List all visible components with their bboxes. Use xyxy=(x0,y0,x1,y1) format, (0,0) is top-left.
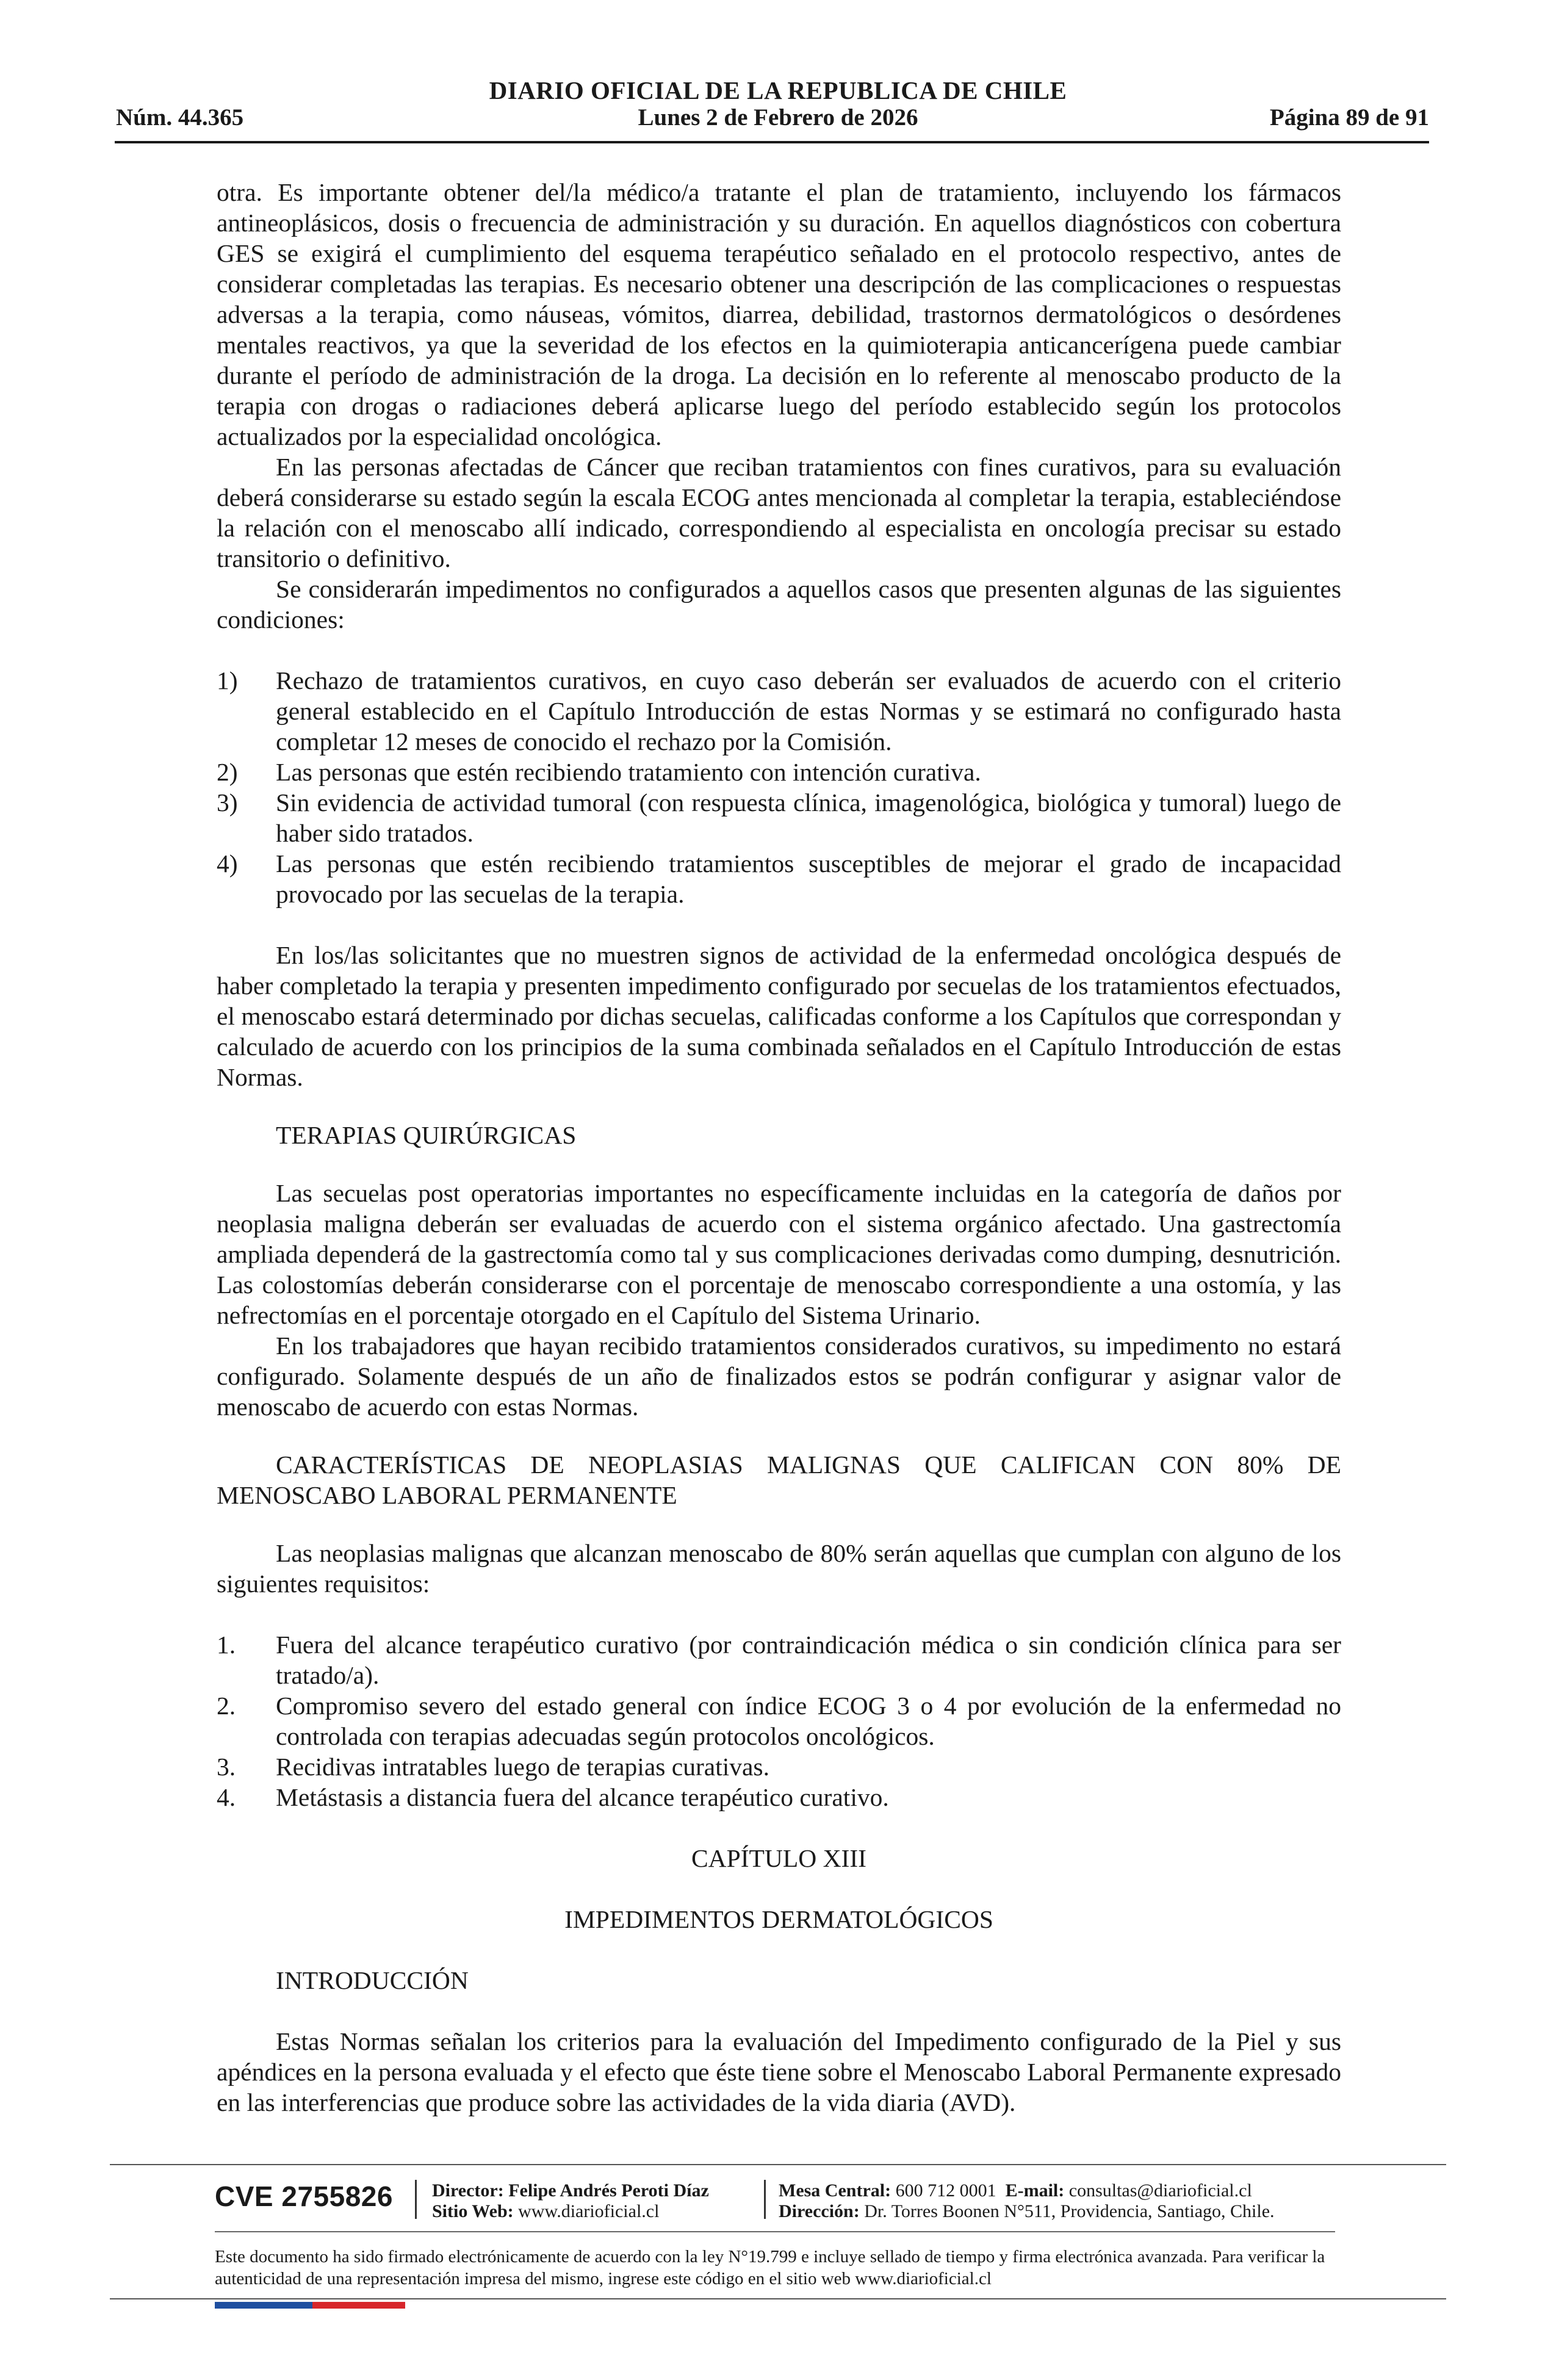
list-item xyxy=(217,848,1341,909)
phone-label: Mesa Central: xyxy=(779,2180,891,2201)
footer-separator xyxy=(764,2180,766,2219)
list-item-text: Las personas que estén recibiendo tratamientos susceptibles de mejorar el grado de incapacidad provocado por las secuelas de la terapia. xyxy=(276,849,1341,908)
footer-divider xyxy=(215,2231,1335,2232)
footer-contact-block xyxy=(779,2180,1275,2222)
paragraph: Las secuelas post operatorias importantes no específicamente incluidas en la categoría de daños por neoplasia maligna deberán ser evaluadas de acuerdo con el sistema orgánico afectado. Una gastrectomía ampliada dependerá de la gastrectomía como tal y sus complicaciones derivadas como dumping, desnutrición. Las colostomías deberán considerarse con el porcentaje de menoscabo correspondiente a una ostomía, y las nefrectomías en el porcentaje otorgado en el Capítulo del Sistema Urinario. xyxy=(217,1179,1341,1329)
section-heading: INTRODUCCIÓN xyxy=(276,1966,469,1994)
paragraph: Se considerarán impedimentos no configurados a aquellos casos que presenten algunas de las siguientes condiciones: xyxy=(217,575,1341,633)
list-number: 1. xyxy=(217,1631,236,1659)
flag-blue-bar xyxy=(215,2302,312,2309)
list-number: 4. xyxy=(217,1783,236,1811)
list-item xyxy=(217,787,1341,848)
list-item-text: Sin evidencia de actividad tumoral (con respuesta clínica, imagenológica, biológica y tumoral) luego de haber sido tratados. xyxy=(276,788,1341,847)
phone-value: 600 712 0001 xyxy=(895,2180,996,2201)
address-label: Dirección: xyxy=(779,2201,860,2221)
paragraph: En los trabajadores que hayan recibido tratamientos considerados curativos, su impedimento no estará configurado. Solamente después de un año de finalizados estos se podrán configurar y asignar valor de menoscabo de acuerdo con estas Normas. xyxy=(217,1332,1341,1421)
cve-code: CVE 2755826 xyxy=(215,2180,393,2212)
flag-red-bar xyxy=(312,2302,405,2309)
header-divider xyxy=(115,141,1429,143)
list-number: 3) xyxy=(217,788,238,817)
director-label: Director: xyxy=(432,2180,504,2201)
list-number: 2) xyxy=(217,758,238,786)
issue-number: Núm. 44.365 xyxy=(116,104,244,131)
paragraph: En las personas afectadas de Cáncer que reciban tratamientos con fines curativos, para su evaluación deberá considerarse su estado según la escala ECOG antes mencionada al completar la terapia, estableciéndose la relación con el menoscabo allí indicado, correspondiendo al especialista en oncología precisar su estado transitorio o definitivo. xyxy=(217,453,1341,572)
section-heading: TERAPIAS QUIRÚRGICAS xyxy=(276,1121,577,1149)
chapter-number: CAPÍTULO XIII xyxy=(691,1844,866,1872)
list-item xyxy=(217,1782,1341,1812)
list-item xyxy=(217,1629,1341,1690)
email-label: E-mail: xyxy=(1005,2180,1065,2201)
footer-director-block xyxy=(432,2180,709,2222)
list-item-text: Metástasis a distancia fuera del alcance terapéutico curativo. xyxy=(276,1783,889,1811)
address-value: Dr. Torres Boonen N°511, Providencia, Santiago, Chile. xyxy=(864,2201,1275,2221)
paragraph: En los/las solicitantes que no muestren signos de actividad de la enfermedad oncológica después de haber completado la terapia y presenten impedimento configurado por secuelas de los tratamientos efectuados, el menoscabo estará determinado por dichas secuelas, calificadas conforme a los Capítulos que correspondan y calculado de acuerdo con los principios de la suma combinada señalados en el Capítulo Introducción de estas Normas. xyxy=(217,941,1341,1091)
footer-divider xyxy=(110,2298,1446,2299)
not-configured-conditions-list xyxy=(217,665,1341,909)
director-name: Felipe Andrés Peroti Díaz xyxy=(508,2180,709,2201)
paragraph: otra. Es importante obtener del/la médico/a tratante el plan de tratamiento, incluyendo los fármacos antineoplásicos, dosis o frecuencia de administración y su duración. En aquellos diagnósticos con cobertura GES se exigirá el cumplimiento del esquema terapéutico señalado en el protocolo respectivo, antes de considerar completadas las terapias. Es necesario obtener una descripción de las complicaciones o respuestas adversas a la terapia, como náuseas, vómitos, diarrea, debilidad, trastornos dermatológicos o desórdenes mentales reactivos, ya que la severidad de los efectos en la quimioterapia anticancerígena puede cambiar durante el período de administración de la droga. La decisión en lo referente al menoscabo producto de la terapia con drogas o radiaciones deberá aplicarse luego del período establecido según los protocolos actualizados por la especialidad oncológica. xyxy=(217,178,1341,450)
paragraph: Las neoplasias malignas que alcanzan menoscabo de 80% serán aquellas que cumplan con alguno de los siguientes requisitos: xyxy=(217,1539,1341,1598)
list-number: 2. xyxy=(217,1692,236,1720)
list-number: 1) xyxy=(217,666,238,694)
document-body xyxy=(217,177,1341,2118)
footer-separator xyxy=(415,2180,417,2219)
email-link[interactable]: consultas@diarioficial.cl xyxy=(1068,2180,1252,2201)
list-number: 4) xyxy=(217,849,238,878)
issue-date: Lunes 2 de Febrero de 2026 xyxy=(638,104,918,131)
list-item-text: Fuera del alcance terapéutico curativo (por contraindicación médica o sin condición clínica para ser tratado/a). xyxy=(276,1631,1341,1689)
site-label: Sitio Web: xyxy=(432,2201,514,2221)
paragraph: Estas Normas señalan los criterios para la evaluación del Impedimento configurado de la Piel y sus apéndices en la persona evaluada y el efecto que éste tiene sobre el Menoscabo Laboral Permanente expresado en las interferencias que produce sobre las actividades de la vida diaria (AVD). xyxy=(217,2027,1341,2116)
list-item xyxy=(217,665,1341,757)
page-indicator: Página 89 de 91 xyxy=(1269,104,1429,131)
list-item xyxy=(217,757,1341,787)
list-item xyxy=(217,1751,1341,1782)
gazette-title: DIARIO OFICIAL DE LA REPUBLICA DE CHILE xyxy=(489,76,1067,104)
site-link[interactable]: www.diarioficial.cl xyxy=(518,2201,660,2221)
list-item xyxy=(217,1690,1341,1751)
signature-notice: Este documento ha sido firmado electrónicamente de acuerdo con la ley N°19.799 e incluye sellado de tiempo y firma electrónica avanzada. Para verificar la autenticidad de una representación impresa del mismo, ingrese este código en el sitio web www.diarioficial.cl xyxy=(215,2247,1325,2288)
list-number: 3. xyxy=(217,1753,236,1781)
footer-divider xyxy=(110,2164,1446,2165)
list-item-text: Compromiso severo del estado general con índice ECOG 3 o 4 por evolución de la enfermedad no controlada con terapias adecuadas según protocolos oncológicos. xyxy=(276,1692,1341,1750)
list-item-text: Rechazo de tratamientos curativos, en cuyo caso deberán ser evaluados de acuerdo con el criterio general establecido en el Capítulo Introducción de estas Normas y se estimará no configurado hasta completar 12 meses de conocido el rechazo por la Comisión. xyxy=(276,666,1341,755)
section-heading: CARACTERÍSTICAS DE NEOPLASIAS MALIGNAS QUE CALIFICAN CON 80% DE MENOSCABO LABORAL PERMANENTE xyxy=(217,1451,1341,1509)
list-item-text: Recidivas intratables luego de terapias curativas. xyxy=(276,1753,769,1781)
chapter-title: IMPEDIMENTOS DERMATOLÓGICOS xyxy=(564,1905,993,1933)
requirements-list xyxy=(217,1629,1341,1812)
list-item-text: Las personas que estén recibiendo tratamiento con intención curativa. xyxy=(276,758,981,786)
